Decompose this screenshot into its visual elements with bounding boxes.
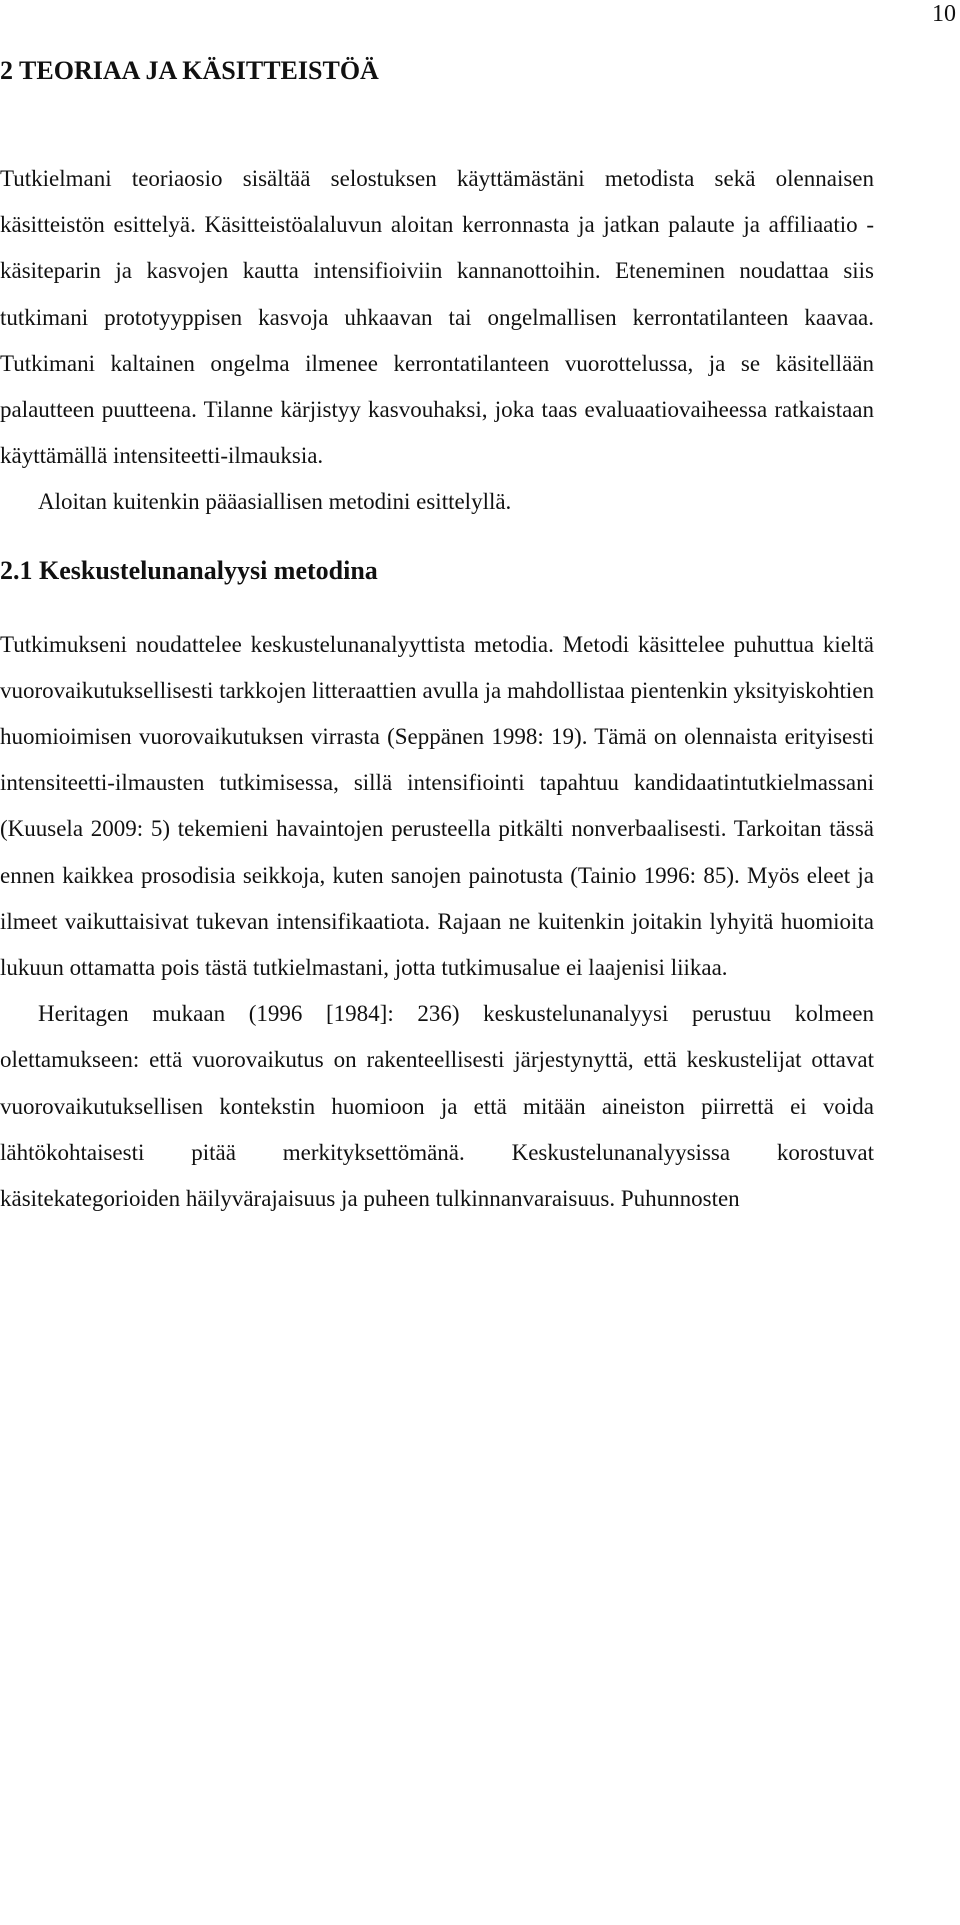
chapter-paragraph-1: Tutkielmani teoriaosio sisältää selostuksen käyttämästäni metodista sekä olennaisen käsitteistön esittelyä. Käsitteistöalaluvun aloitan kerronnasta ja jatkan palaute ja affiliaatio -käsiteparin ja kasvojen kautta intensifioiviin kannanottoihin. Eteneminen noudattaa siis tutkimani prototyyppisen kasvoja uhkaavan tai ongelmallisen kerrontatilanteen kaavaa. Tutkimani kaltainen ongelma ilmenee kerrontatilanteen vuorottelussa, ja se käsitellään palautteen puutteena. Tilanne kärjistyy kasvouhaksi, joka taas evaluaatiovaiheessa ratkaistaan käyttämällä intensiteetti-ilmauksia. (0, 166, 874, 469)
section-paragraph-2: Heritagen mukaan (1996 [1984]: 236) keskustelunanalyysi perustuu kolmeen olettamukseen: että vuorovaikutus on rakenteellisesti järjestynyttä, että keskustelijat ottavat vuorovaikutuksellisen kontekstin huomioon ja että mitään aineiston piirrettä ei voida lähtökohtaisesti pitää merkityksettömänä. Keskustelunanalyysissa korostuvat käsitekategorioiden häilyvärajaisuus ja puheen tulkinnanvaraisuus. Puhunnosten (0, 1001, 874, 1212)
chapter-paragraph-2: Aloitan kuitenkin pääasiallisen metodini esittelyllä. (38, 489, 512, 515)
section-paragraph-1: Tutkimukseni noudattelee keskustelunanalyyttista metodia. Metodi käsittelee puhuttua kieltä vuorovaikutuksellisesti tarkkojen litteraattien avulla ja mahdollistaa pientenkin yksityiskohtien huomioimisen vuorovaikutuksen virrasta (Seppänen 1998: 19). Tämä on olennaista erityisesti intensiteetti-ilmausten tutkimisessa, sillä intensifiointi tapahtuu kandidaatintutkielmassani (Kuusela 2009: 5) tekemieni havaintojen perusteella pitkälti nonverbaalisesti. Tarkoitan tässä ennen kaikkea prosodisia seikkoja, kuten sanojen painotusta (Tainio 1996: 85). Myös eleet ja ilmeet vaikuttaisivat tukevan intensifikaatiota. Rajaan ne kuitenkin joitakin lyhyitä huomioita lukuun ottamatta pois tästä tutkielmastani, jotta tutkimusalue ei laajenisi liikaa. (0, 631, 874, 981)
page-content (0, 56, 874, 1222)
section-title: 2.1 Keskustelunanalyysi metodina (0, 555, 378, 585)
chapter-title: 2 TEORIAA JA KÄSITTEISTÖÄ (0, 56, 379, 85)
spacer (0, 86, 874, 156)
spacer (0, 526, 874, 556)
spacer (0, 586, 874, 622)
page-number: 10 (932, 1, 956, 27)
